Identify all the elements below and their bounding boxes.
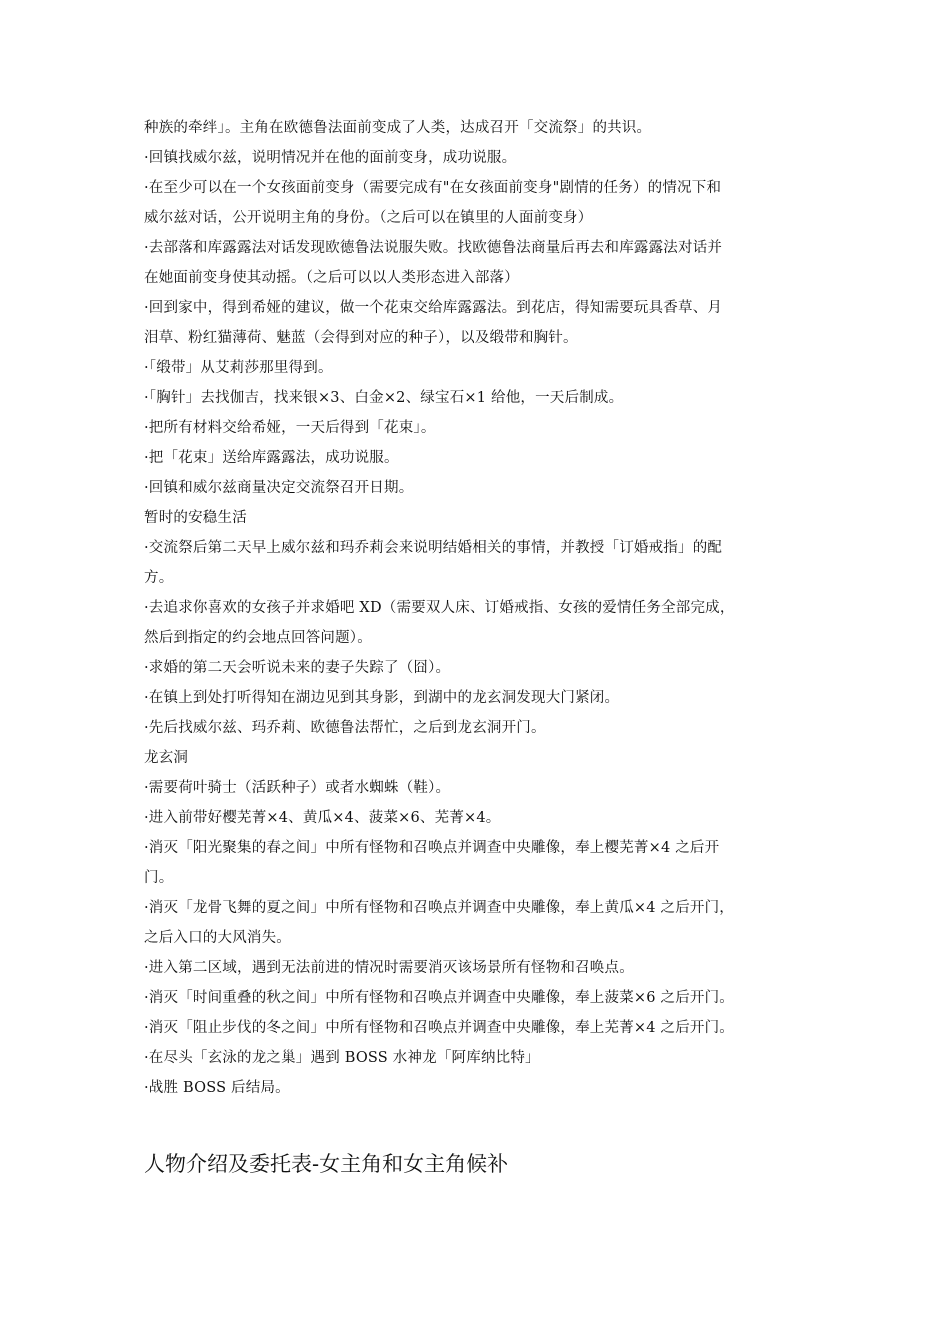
text-line: ·把「花束」送给库露露法，成功说服。: [144, 450, 399, 466]
text-line: ·需要荷叶骑士（活跃种子）或者水蜘蛛（鞋）。: [144, 780, 451, 796]
document-page: [144, 118, 812, 1178]
text-line: 种族的牵绊」。主角在欧德鲁法面前变成了人类，达成召开「交流祭」的共识。: [144, 120, 652, 136]
text-line: ·交流祭后第二天早上威尔兹和玛乔莉会来说明结婚相关的事情，并教授「订婚戒指」的配: [144, 540, 723, 556]
text-line: 然后到指定的约会地点回答问题）。: [144, 630, 372, 646]
text-line: ·先后找威尔兹、玛乔莉、欧德鲁法帮忙，之后到龙玄洞开门。: [144, 720, 546, 736]
text-line: 方。: [144, 570, 174, 586]
section-title: 暂时的安稳生活: [144, 510, 247, 526]
text-line: ·把所有材料交给希娅，一天后得到「花束」。: [144, 420, 436, 436]
chapter-heading: 人物介绍及委托表-女主角和女主角候补: [144, 1152, 509, 1176]
text-line: 泪草、粉红猫薄荷、魅蓝（会得到对应的种子），以及缎带和胸针。: [144, 330, 578, 346]
text-line: ·进入第二区域，遇到无法前进的情况时需要消灭该场景所有怪物和召唤点。: [144, 960, 634, 976]
text-line: 门。: [144, 870, 174, 886]
text-line: ·在至少可以在一个女孩面前变身（需要完成有"在女孩面前变身"剧情的任务）的情况下和: [144, 180, 722, 196]
text-line: ·去追求你喜欢的女孩子并求婚吧 XD（需要双人床、订婚戒指、女孩的爱情任务全部完成，: [144, 600, 735, 616]
text-line: ·消灭「阻止步伐的冬之间」中所有怪物和召唤点并调查中央雕像，奉上芜菁×4 之后开门。: [144, 1020, 734, 1036]
text-line: 威尔兹对话，公开说明主角的身份。（之后可以在镇里的人面前变身）: [144, 210, 593, 226]
text-line: 在她面前变身使其动摇。（之后可以以人类形态进入部落）: [144, 270, 519, 286]
text-line: ·回镇和威尔兹商量决定交流祭召开日期。: [144, 480, 414, 496]
text-line: ·战胜 BOSS 后结局。: [144, 1080, 290, 1096]
text-line: ·求婚的第二天会听说未来的妻子失踪了（囧）。: [144, 660, 451, 676]
text-line: ·回镇找威尔兹，说明情况并在他的面前变身，成功说服。: [144, 150, 517, 166]
text-line: 之后入口的大风消失。: [144, 930, 291, 946]
text-line: ·在尽头「玄泳的龙之巢」遇到 BOSS 水神龙「阿库纳比特」: [144, 1050, 540, 1066]
text-line: ·消灭「阳光聚集的春之间」中所有怪物和召唤点并调查中央雕像，奉上樱芜菁×4 之后开: [144, 840, 720, 856]
text-line: ·回到家中，得到希娅的建议，做一个花束交给库露露法。到花店，得知需要玩具香草、月: [144, 300, 723, 316]
text-line: ·消灭「时间重叠的秋之间」中所有怪物和召唤点并调查中央雕像，奉上菠菜×6 之后开门。: [144, 990, 734, 1006]
text-line: ·消灭「龙骨飞舞的夏之间」中所有怪物和召唤点并调查中央雕像，奉上黄瓜×4 之后开门，: [144, 900, 734, 916]
text-line: ·在镇上到处打听得知在湖边见到其身影，到湖中的龙玄洞发现大门紧闭。: [144, 690, 620, 706]
text-line: ·去部落和库露露法对话发现欧德鲁法说服失败。找欧德鲁法商量后再去和库露露法对话并: [144, 240, 723, 256]
text-line: ·进入前带好樱芜菁×4、黄瓜×4、菠菜×6、芜菁×4。: [144, 810, 501, 826]
text-line: ·「缎带」从艾莉莎那里得到。: [144, 360, 333, 376]
section-title: 龙玄洞: [144, 750, 189, 766]
text-line: ·「胸针」去找伽吉，找来银×3、白金×2、绿宝石×1 给他，一天后制成。: [144, 390, 624, 406]
